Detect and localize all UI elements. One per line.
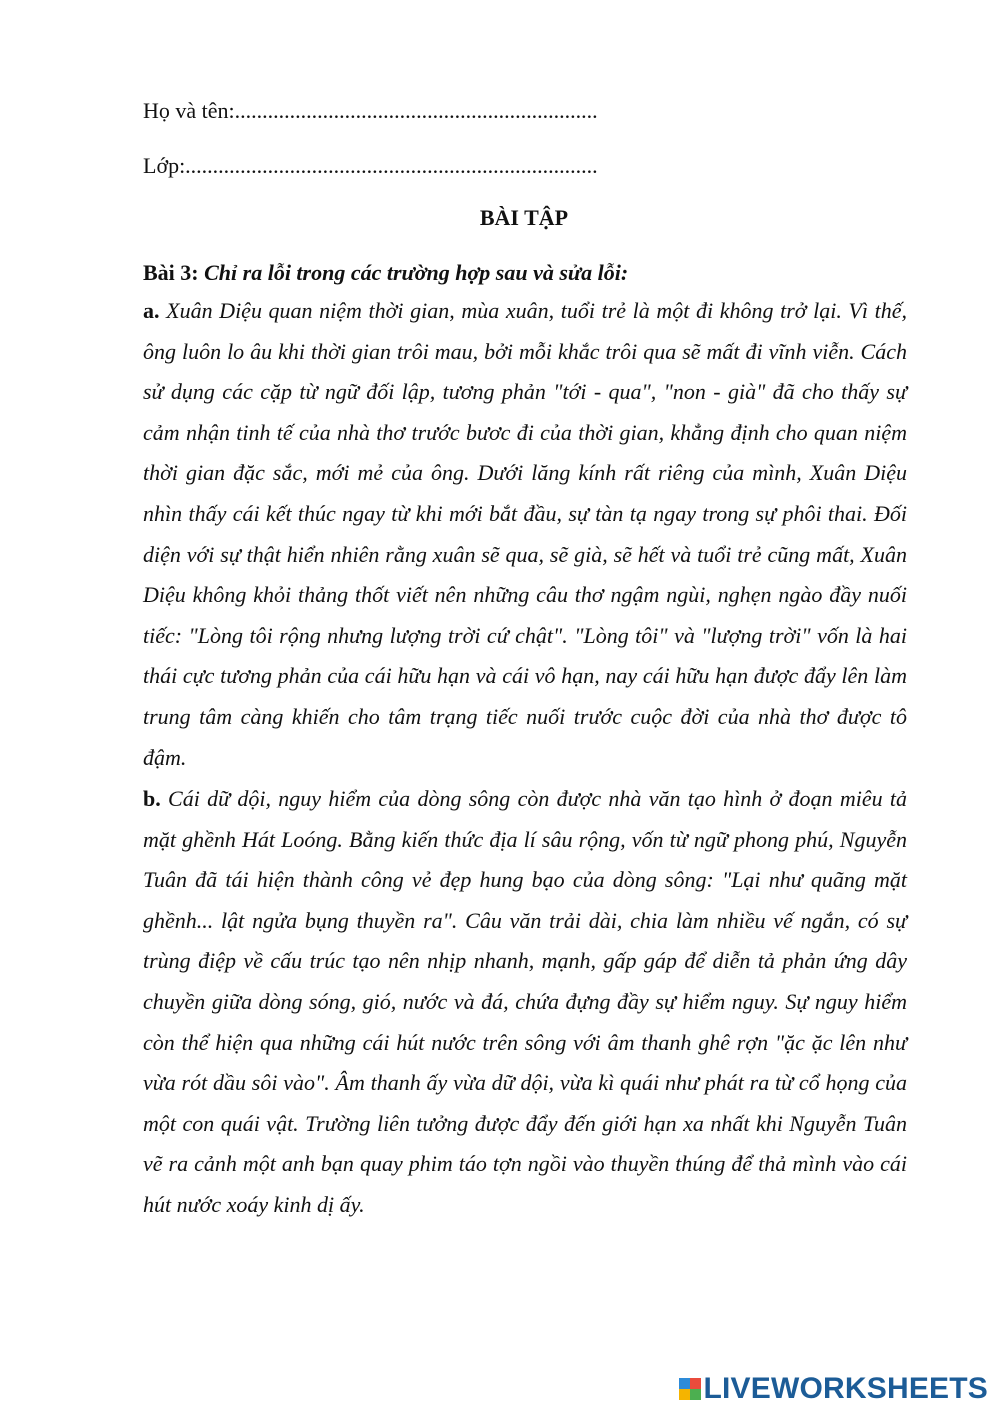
liveworksheets-logo-icon <box>679 1378 701 1400</box>
liveworksheets-brand <box>679 1371 989 1407</box>
student-class-field: Lớp:........................................................................... <box>143 153 598 178</box>
logo-square-4 <box>690 1389 701 1400</box>
exercise-instruction: Chỉ ra lỗi trong các trường hợp sau và sửa lỗi: <box>204 260 629 285</box>
paragraph-a-label: a. <box>143 298 160 323</box>
liveworksheets-brand-text: LIVEWORKSHEETS <box>703 1372 988 1405</box>
paragraph-b-label: b. <box>143 786 161 811</box>
logo-square-2 <box>690 1378 701 1389</box>
paragraph-a-text: Xuân Diệu quan niệm thời gian, mùa xuân, tuổi trẻ là một đi không trở lại. Vì thế, ông luôn lo âu khi thời gian trôi mau, bởi mỗi khắc trôi qua sẽ mất đi vĩnh viễn. Cách sử dụng các cặp từ ngữ đối lập, tương phản "tới - qua", "non - già" đã cho thấy sự cảm nhận tinh tế của nhà thơ trước bươc đi của thời gian, khẳng định cho quan niệm thời gian đặc sắc, mới mẻ của ông. Dưới lăng kính rất riêng của mình, Xuân Diệu nhìn thấy cái kết thúc ngay từ khi mới bắt đầu, sự tàn tạ ngay trong sự phôi thai. Đối diện với sự thật hiển nhiên rằng xuân sẽ qua, sẽ già, sẽ hết và tuổi trẻ cũng mất, Xuân Diệu không khỏi thảng thốt viết nên những câu thơ ngậm ngùi, nghẹn ngào đầy nuối tiếc: "Lòng tôi rộng nhưng lượng trời cứ chật". "Lòng tôi" và "lượng trời" vốn là hai thái cực tương phản của cái hữu hạn và cái vô hạn, nay cái hữu hạn được đẩy lên làm trung tâm càng khiến cho tâm trạng tiếc nuối trước cuộc đời của nhà thơ được tô đậm. <box>143 298 908 770</box>
exercise-number: Bài 3: <box>143 260 199 285</box>
page-heading: BÀI TẬP <box>479 205 569 230</box>
paragraph-b <box>143 779 907 1226</box>
paragraph-a <box>143 291 907 778</box>
exercise-title <box>143 260 628 286</box>
paragraph-b-text: Cái dữ dội, nguy hiểm của dòng sông còn được nhà văn tạo hình ở đoạn miêu tả mặt ghềnh Hát Loóng. Bằng kiến thức địa lí sâu rộng, vốn từ ngữ phong phú, Nguyễn Tuân đã tái hiện thành công vẻ đẹp hung bạo của dòng sông: "Lại như quãng mặt ghềnh... lật ngửa bụng thuyền ra". Câu văn trải dài, chia làm nhiều vế ngắn, có sự trùng điệp về cấu trúc tạo nên nhịp nhanh, mạnh, gấp gáp để diễn tả phản ứng dây chuyền giữa dòng sóng, gió, nước và đá, chứa đựng đầy sự hiểm nguy. Sự nguy hiểm còn thể hiện qua những cái hút nước trên sông với âm thanh ghê rợn "ặc ặc lên như vừa rót dầu sôi vào". Âm thanh ấy vừa dữ dội, vừa kì quái như phát ra từ cổ họng của một con quái vật. Trường liên tưởng được đẩy đến giới hạn xa nhất khi Nguyễn Tuân vẽ ra cảnh một anh bạn quay phim táo tợn ngồi vào thuyền thúng để thả mình vào cái hút nước xoáy kinh dị ấy. <box>143 786 908 1217</box>
student-name-field: Họ và tên:.................................................................. <box>143 98 598 123</box>
logo-square-1 <box>679 1378 690 1389</box>
logo-square-3 <box>679 1389 690 1400</box>
